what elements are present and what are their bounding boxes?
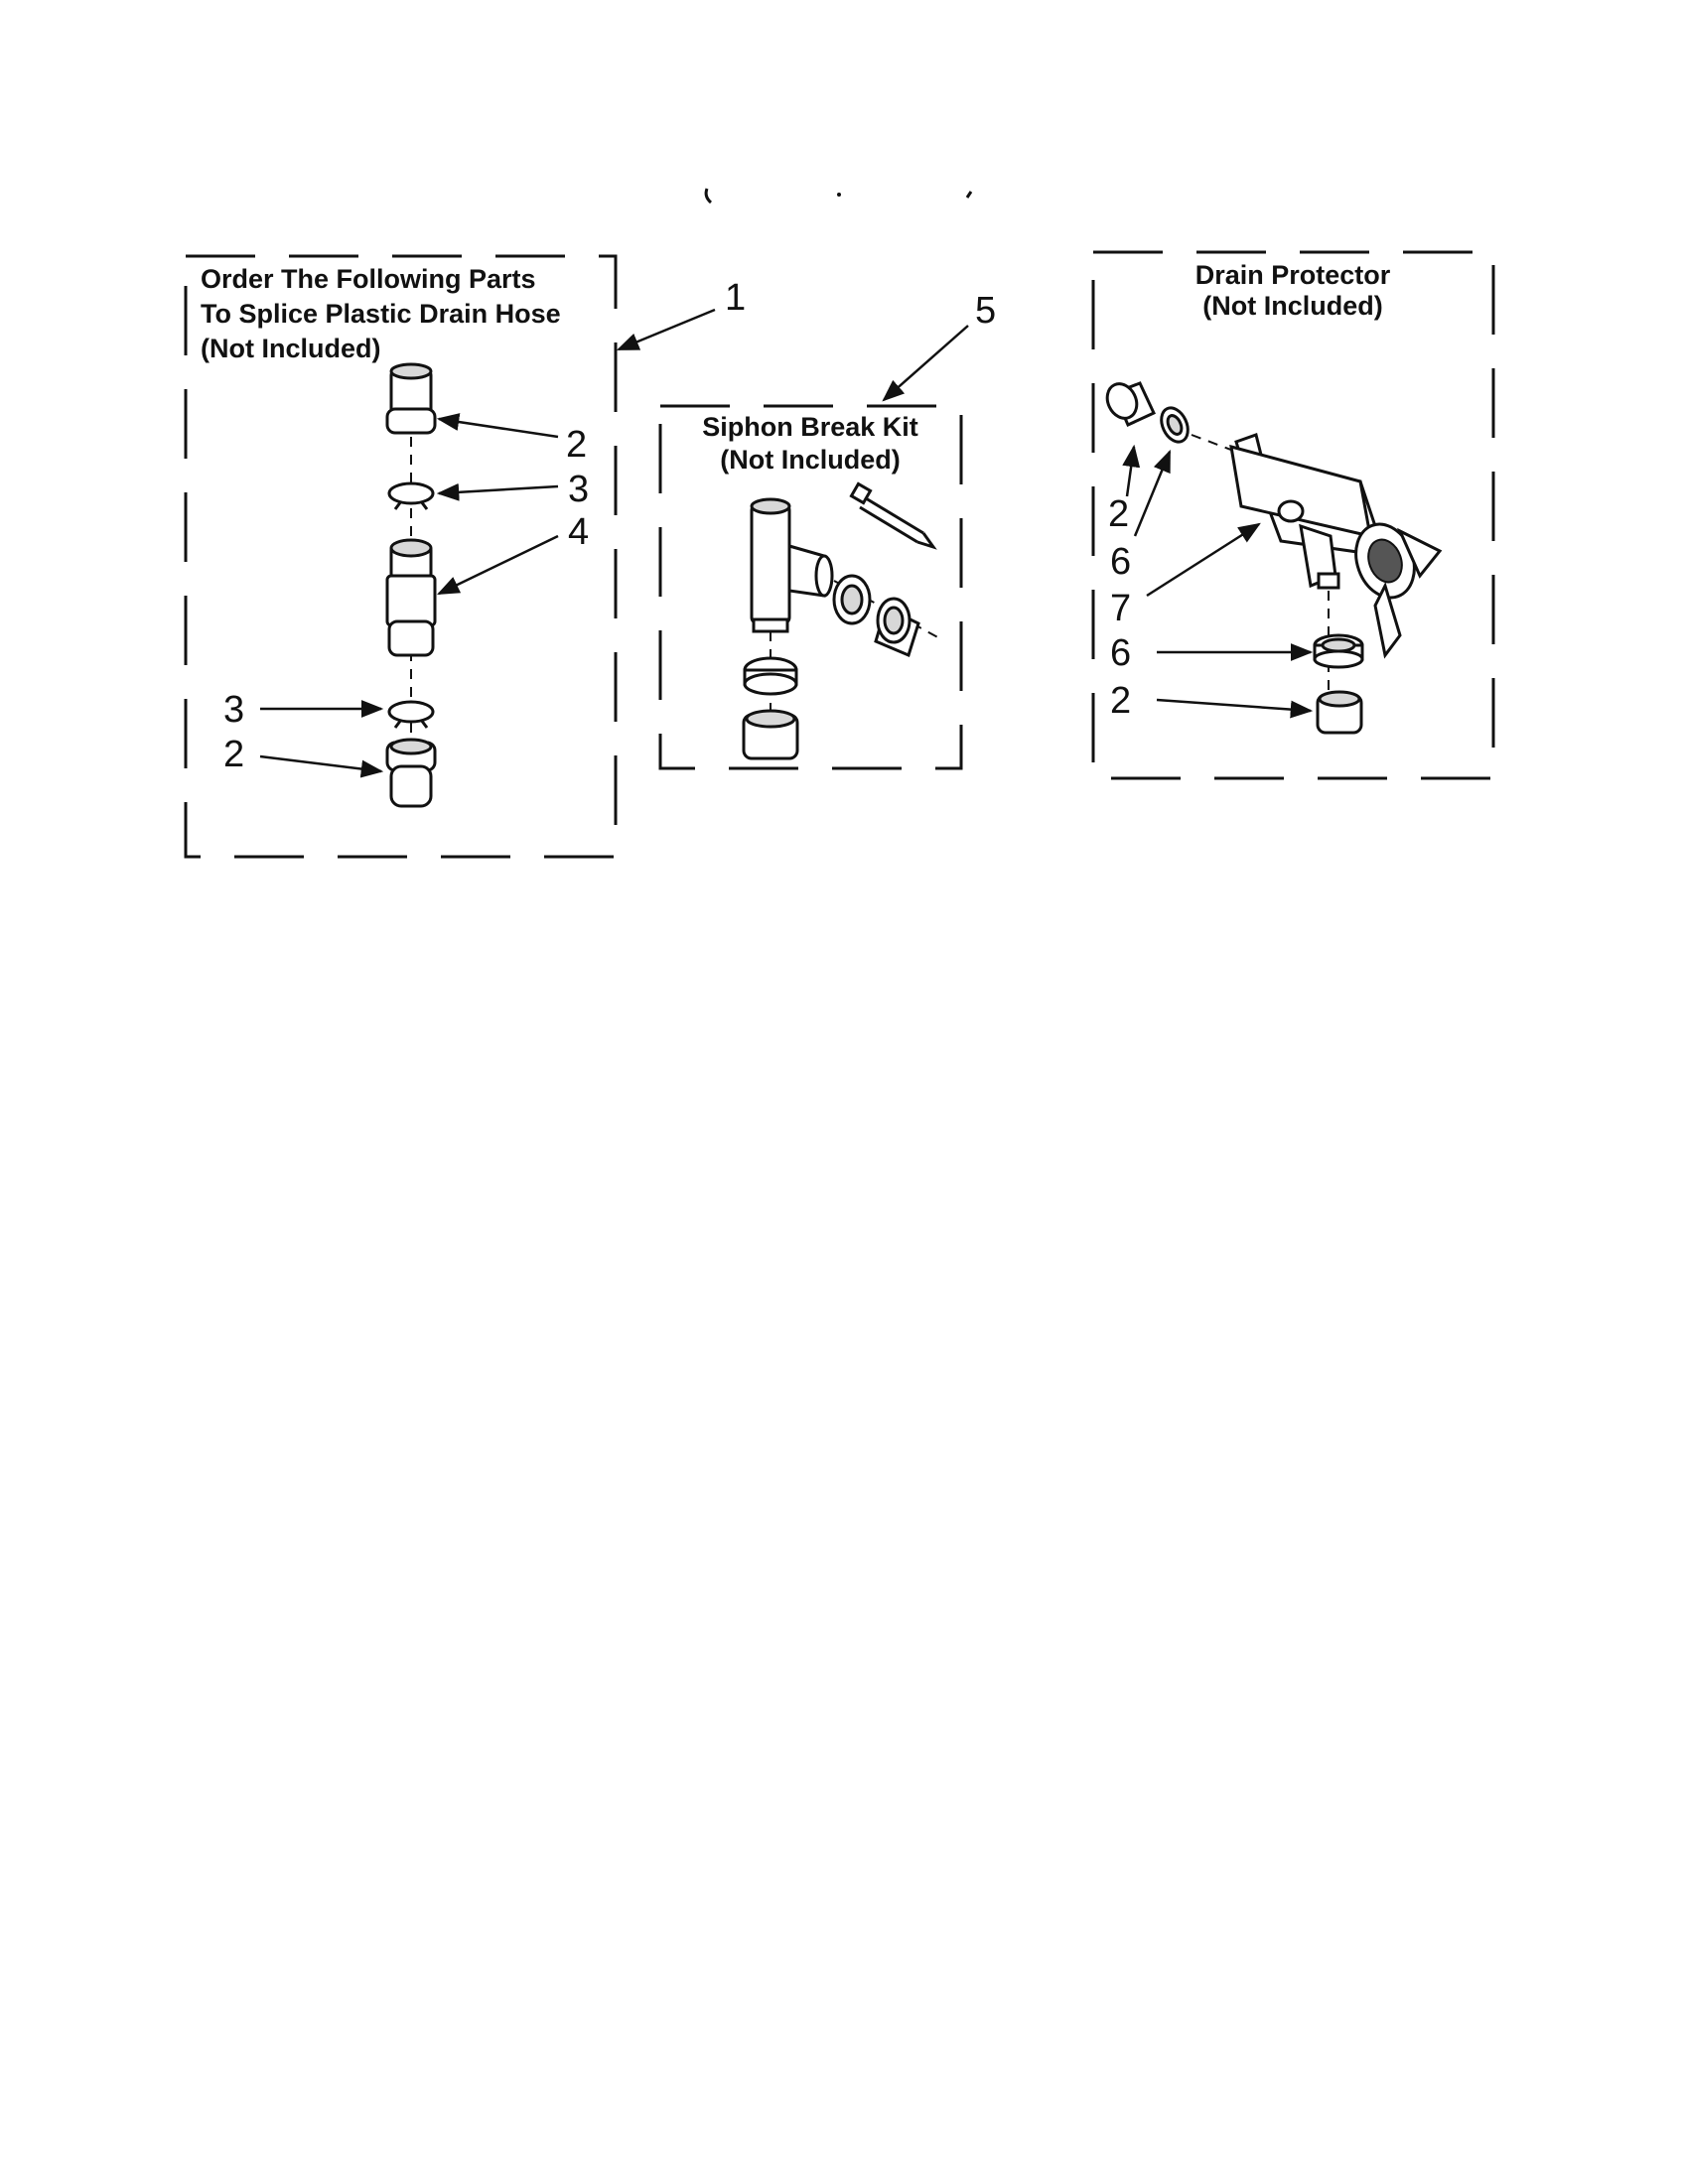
splice-group-title-line-1: Order The Following Parts [201, 264, 536, 294]
callout-drain-bottom-clamp: 6 [1110, 632, 1132, 674]
siphon-group [660, 290, 996, 768]
siphon-group-title-line-2: (Not Included) [720, 445, 901, 475]
siphon-tie-strap [851, 483, 933, 547]
drain-bottom-clamp [1315, 635, 1362, 667]
drain-top-clamp [1157, 404, 1193, 447]
siphon-bottom-clamp [745, 658, 796, 694]
callout-drain-top-clamp: 6 [1110, 541, 1132, 583]
callout-splice-top-connector: 2 [566, 424, 588, 466]
callout-splice-bottom-connector: 2 [223, 734, 245, 775]
drain-protector-body [1231, 435, 1440, 655]
siphon-bottom-connector [744, 711, 797, 758]
splice-bottom-connector [387, 740, 435, 806]
drain-top-connector [1102, 379, 1154, 425]
drain-bottom-connector [1318, 692, 1361, 733]
scan-marks [706, 189, 971, 203]
splice-coupler [387, 540, 435, 655]
callout-drain-body: 7 [1110, 588, 1132, 629]
callout-splice-coupler: 4 [568, 511, 590, 553]
callout-siphon-group: 5 [975, 290, 997, 332]
callout-splice-top-clamp: 3 [568, 469, 590, 510]
callout-splice-group: 1 [725, 277, 747, 319]
callout-drain-bottom-connector: 2 [1110, 680, 1132, 722]
siphon-side-connector [876, 599, 918, 655]
drain-group-title-line-1: Drain Protector [1194, 260, 1391, 290]
callout-splice-bottom-clamp: 3 [223, 689, 245, 731]
splice-group [186, 256, 746, 857]
siphon-side-clamp [834, 576, 870, 623]
splice-top-connector [387, 364, 435, 433]
drain-group [1093, 252, 1493, 778]
splice-group-title-line-3: (Not Included) [201, 334, 381, 363]
callout-drain-top-connector: 2 [1108, 493, 1130, 535]
siphon-tee-fitting [752, 499, 832, 631]
drain-group-title-line-2: (Not Included) [1202, 291, 1383, 321]
siphon-group-title-line-1: Siphon Break Kit [702, 412, 918, 442]
splice-group-title-line-2: To Splice Plastic Drain Hose [201, 299, 561, 329]
splice-top-clamp [389, 483, 433, 509]
